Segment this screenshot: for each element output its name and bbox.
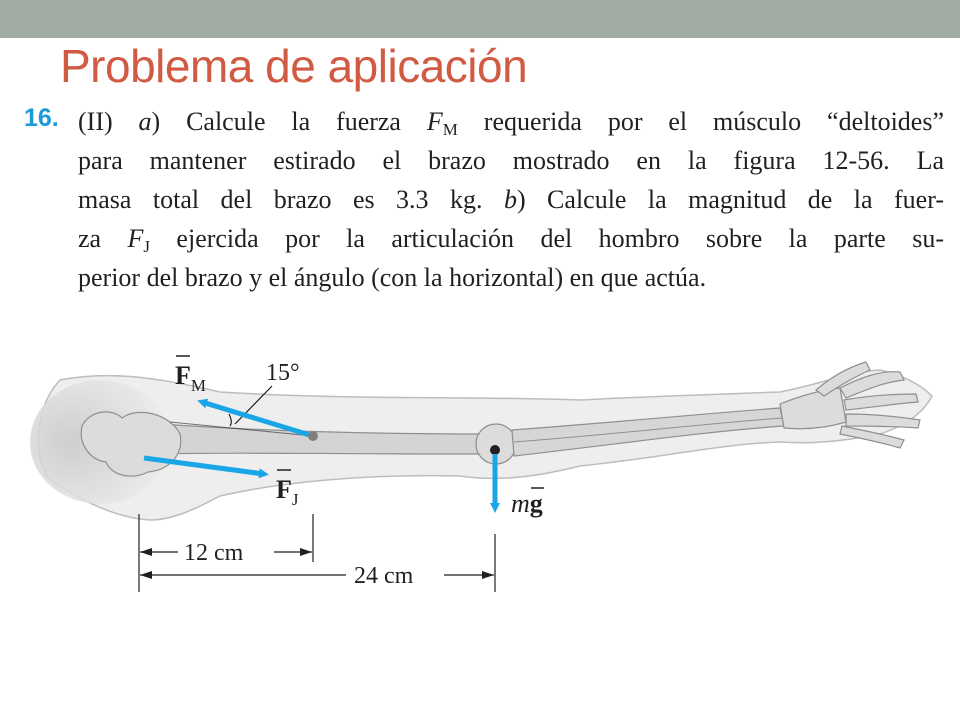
weight-label: mg <box>511 489 543 518</box>
fj-label: $F_J$ <box>276 475 299 509</box>
text-run: requerida por el músculo “deltoides” <box>457 107 944 136</box>
text-run: za <box>78 224 128 253</box>
text-run: ejercida por la articulación del hombro sobre la parte su- <box>150 224 944 253</box>
force-subscript: M <box>442 120 458 139</box>
problem-line-3 <box>78 182 944 221</box>
part-a-letter: a <box>138 107 152 136</box>
force-symbol: F <box>426 107 443 136</box>
slide-title: Problema de aplicación <box>60 40 528 92</box>
text-run: (II) <box>78 107 139 136</box>
problem-line-2: para mantener estirado el brazo mostrado en la figura 12-56. La <box>78 146 944 175</box>
fm-attachment-point <box>308 431 318 441</box>
text-run: masa total del brazo es 3.3 kg. <box>78 185 504 214</box>
problem-line-5: perior del brazo y el ángulo (con la horizontal) en que actúa. <box>78 263 707 292</box>
text-run: ) Calcule la magnitud de la fuer- <box>516 185 944 214</box>
part-b-letter: b <box>503 185 517 214</box>
angle-label: 15° <box>266 360 300 386</box>
dim2-label: 24 cm <box>354 563 414 589</box>
problem-text <box>78 104 944 299</box>
force-subscript: J <box>143 237 151 256</box>
fm-label: $F_M$ <box>175 361 207 395</box>
text-run: ) Calcule la fuerza <box>151 107 427 136</box>
arm-figure <box>20 330 940 610</box>
top-bar <box>0 0 960 38</box>
problem-number: 16. <box>24 104 59 132</box>
center-of-mass-point <box>490 445 500 455</box>
dim1-label: 12 cm <box>184 540 244 566</box>
force-symbol: F <box>127 224 144 253</box>
problem-line-1 <box>78 104 944 143</box>
problem-line-4 <box>78 221 944 260</box>
